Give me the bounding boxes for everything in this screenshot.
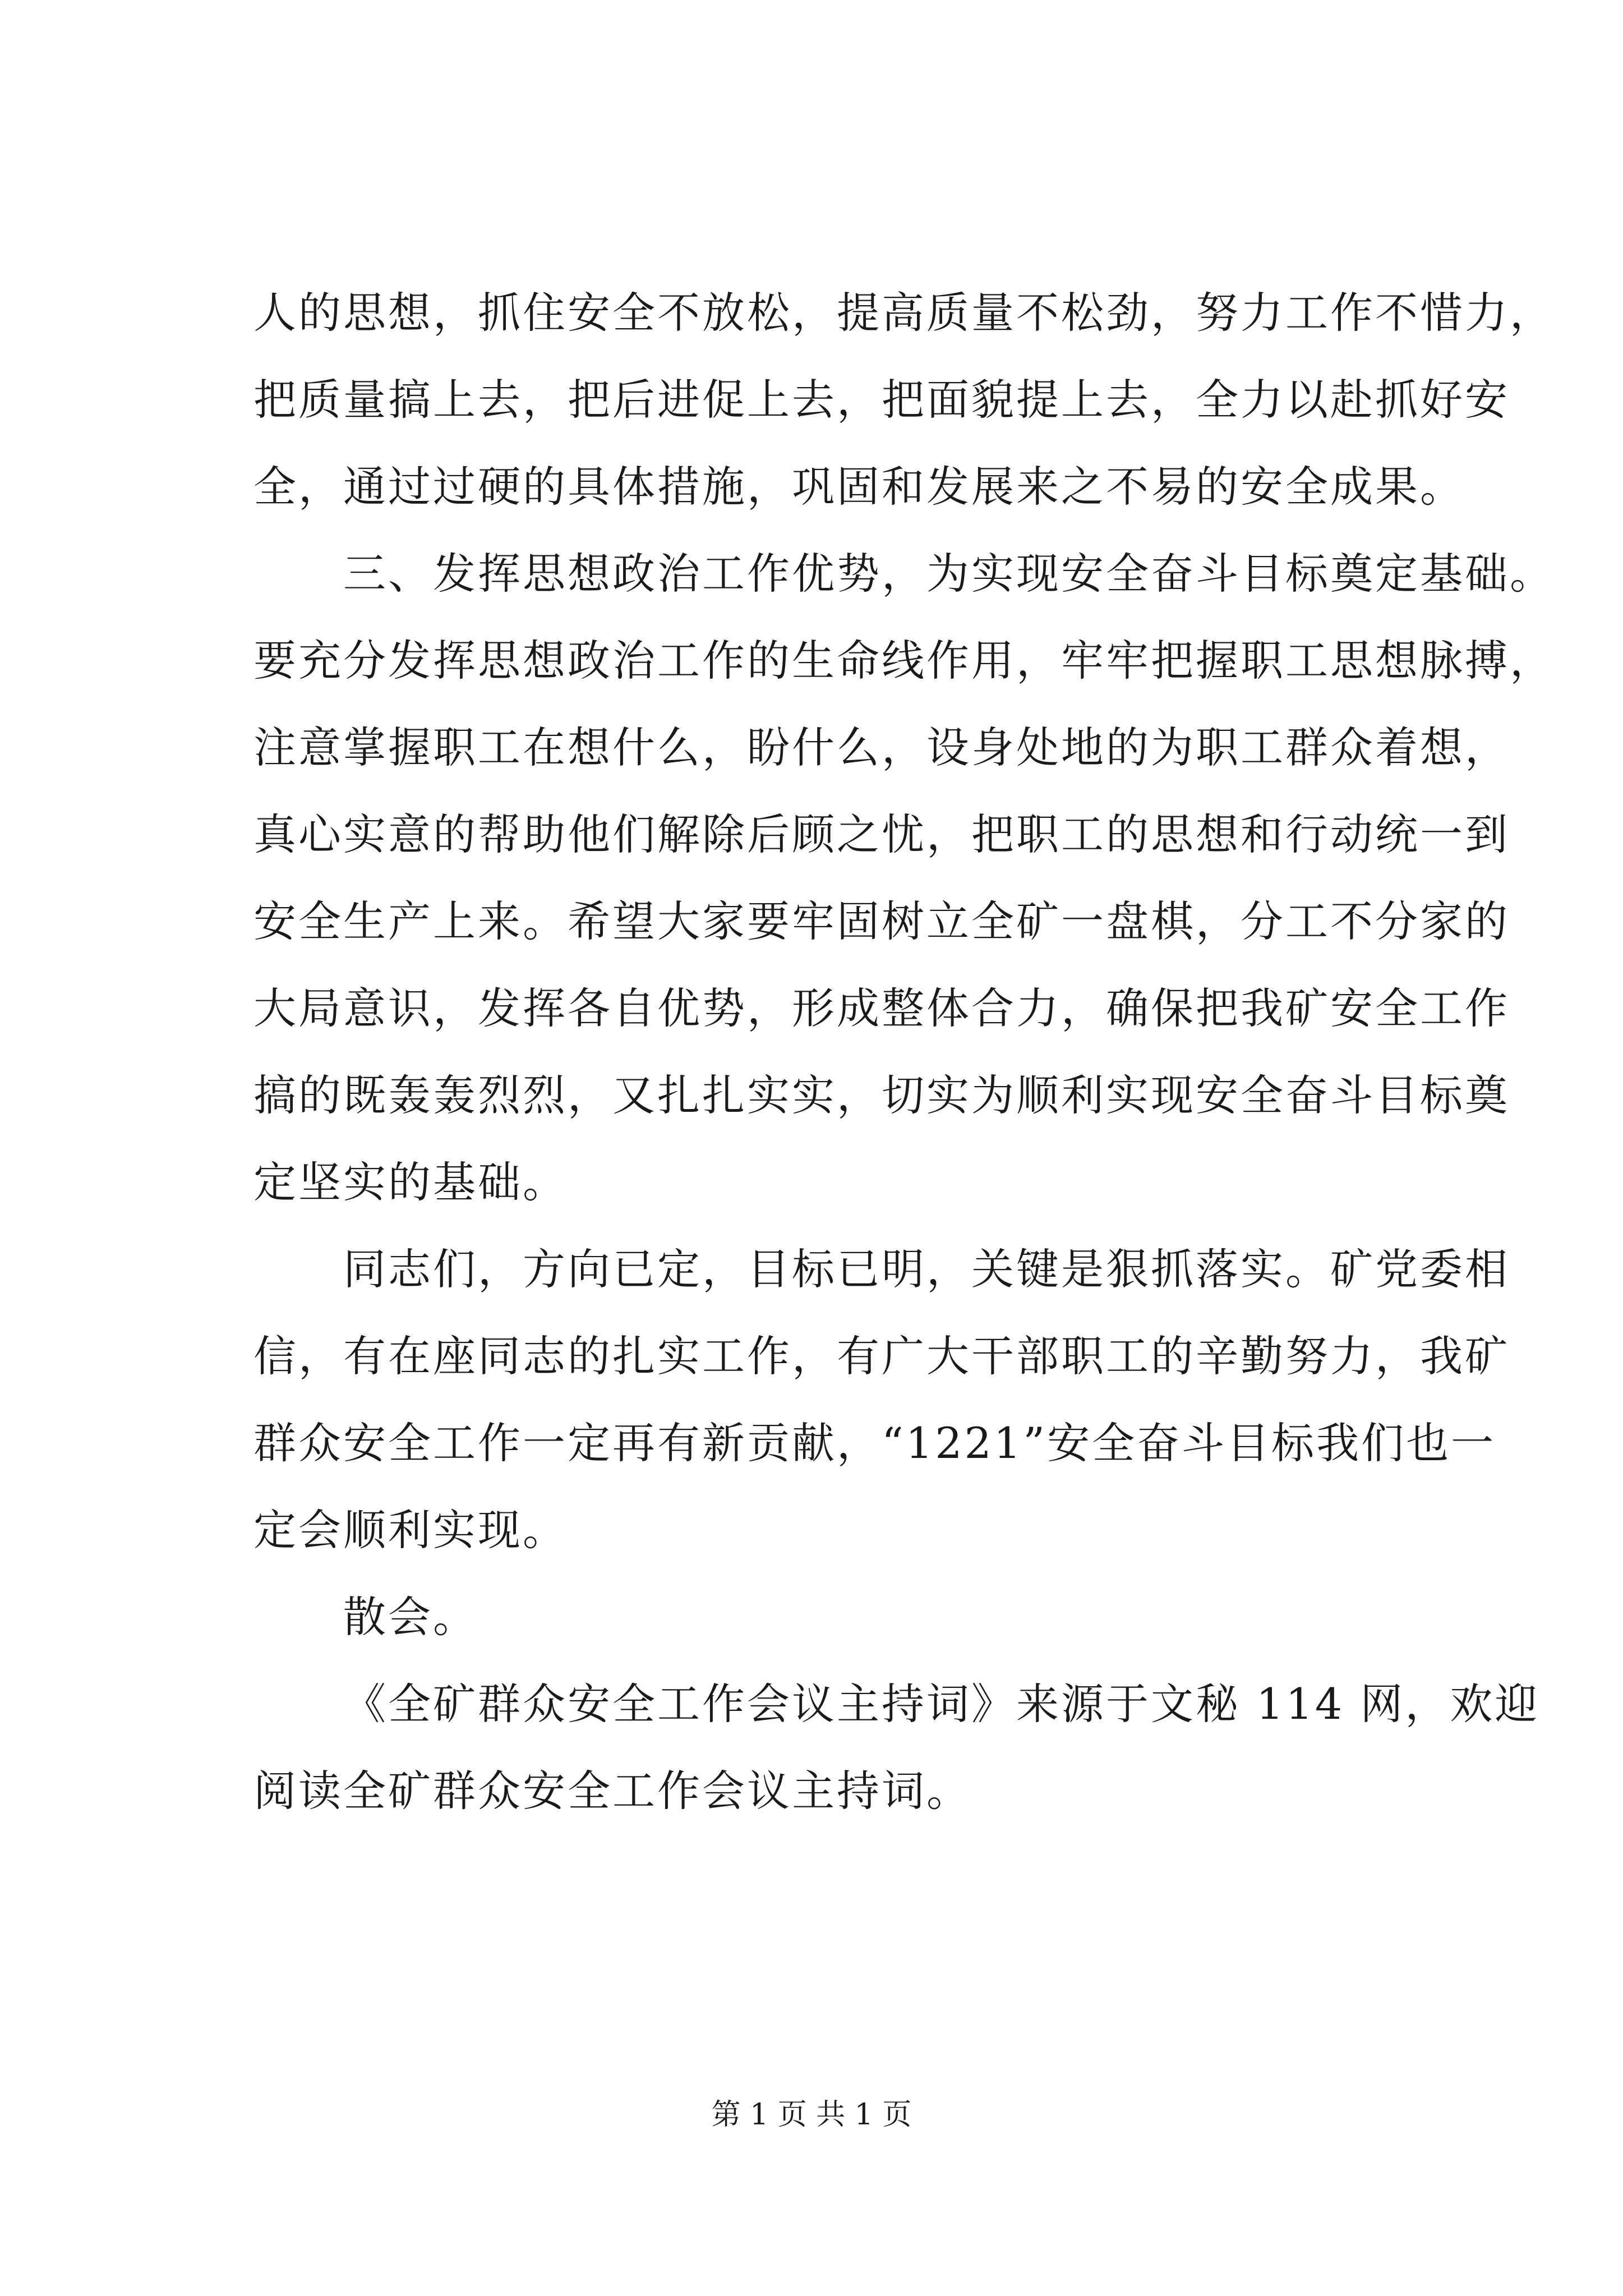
text-line: 搞的既轰轰烈烈，又扎扎实实，切实为顺利实现安全奋斗目标奠 bbox=[253, 1070, 1510, 1120]
text-line: 安全生产上来。希望大家要牢固树立全矿一盘棋，分工不分家的 bbox=[253, 896, 1510, 946]
text-line: 真心实意的帮助他们解除后顾之忧，把职工的思想和行动统一到 bbox=[253, 809, 1510, 859]
text-line: 大局意识，发挥各自优势，形成整体合力，确保把我矿安全工作 bbox=[253, 983, 1510, 1033]
paragraph-start-line: 散会。 bbox=[343, 1592, 478, 1642]
text-line: 把质量搞上去，把后进促上去，把面貌提上去，全力以赴抓好安 bbox=[253, 375, 1510, 425]
body-text bbox=[253, 269, 1555, 1834]
text-line: 群众安全工作一定再有新贡献，“1221”安全奋斗目标我们也一 bbox=[253, 1418, 1496, 1468]
paragraph-start-line: 同志们，方向已定，目标已明，关键是狠抓落实。矿党委相 bbox=[343, 1244, 1510, 1294]
page-number-footer: 第 1 页 共 1 页 bbox=[711, 2098, 912, 2132]
text-line: 定坚实的基础。 bbox=[253, 1157, 568, 1207]
text-line: 信，有在座同志的扎实工作，有广大干部职工的辛勤努力，我矿 bbox=[253, 1331, 1510, 1381]
text-line: 阅读全矿群众安全工作会议主持词。 bbox=[253, 1766, 971, 1816]
text-line: 定会顺利实现。 bbox=[253, 1505, 568, 1555]
text-line: 要充分发挥思想政治工作的生命线作用，牢牢把握职工思想脉搏， bbox=[253, 636, 1555, 685]
paragraph-start-line: 《全矿群众安全工作会议主持词》来源于文秘 114 网，欢迎 bbox=[343, 1679, 1540, 1729]
text-line: 人的思想，抓住安全不放松，提高质量不松劲，努力工作不惜力， bbox=[253, 288, 1555, 338]
section-heading-line: 三、发挥思想政治工作优势，为实现安全奋斗目标奠定基础。 bbox=[343, 549, 1555, 599]
text-line: 注意掌握职工在想什么，盼什么，设身处地的为职工群众着想， bbox=[253, 723, 1510, 772]
text-line: 全，通过过硬的具体措施，巩固和发展来之不易的安全成果。 bbox=[253, 462, 1465, 512]
